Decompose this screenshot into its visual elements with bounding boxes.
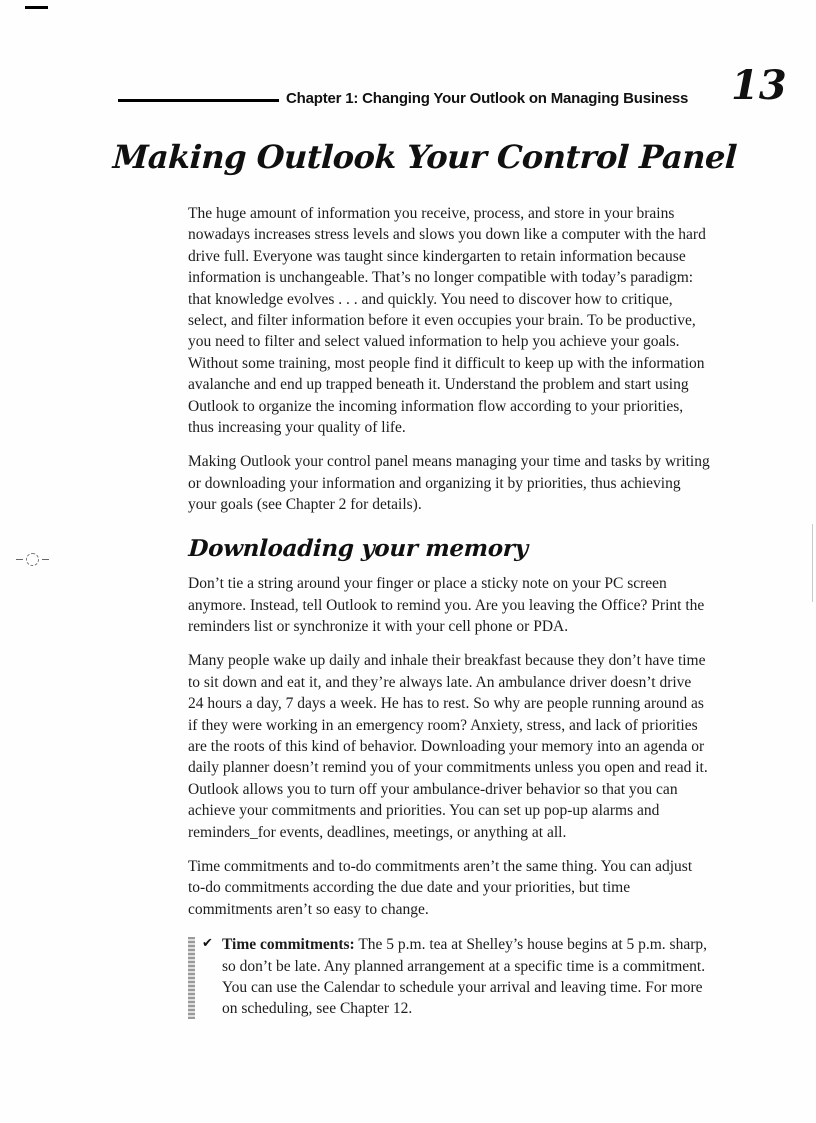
paragraph: Making Outlook your control panel means managing your time and tasks by writing or downloading your information and organizing it by priorities, thus achieving your goals (see Chapter 2 for details). — [188, 453, 710, 514]
crop-dash-icon — [16, 559, 23, 561]
body-text-column — [188, 203, 710, 1022]
registration-mark-right — [812, 524, 814, 602]
tip-item — [188, 934, 710, 1022]
page-number: 13 — [731, 62, 787, 109]
section-heading: Making Outlook Your Control Panel — [112, 138, 738, 176]
tip-text: The 5 p.m. tea at Shelley’s house begins at 5 p.m. sharp, so don’t be late. Any planned arrangement at a specific time is a commitment. You can use the Calendar to schedule your arrival and leaving time. For more on scheduling, see Chapter 12. — [222, 936, 708, 1018]
paragraph: The huge amount of information you receive, process, and store in your brains nowadays increases stress levels and slows you down like a computer with the hard drive full. Everyone was taught since kindergarten to retain information because information is unchangeable. That’s no longer compatible with today’s paradigm: that knowledge evolves . . . and quickly. You need to discover how to critique, select, and filter information before it even occupies your brain. To be productive, you need to filter and select valued information to help you achieve your goals. Without some training, most people find it difficult to keep up with the information avalanche and end up trapped beneath it. Understand the problem and start using Outlook to organize the incoming information flow according to your priorities, thus increasing your quality of life. — [188, 205, 706, 437]
sub-section-heading: Downloading your memory — [187, 534, 529, 562]
registration-mark-left — [16, 553, 49, 566]
header-rule — [118, 99, 279, 102]
checkmark-icon: ✔ — [202, 936, 213, 952]
tip-content — [188, 934, 710, 1020]
chapter-title: Chapter 1: Changing Your Outlook on Managing Business — [286, 90, 689, 107]
paragraph: Don’t tie a string around your finger or place a sticky note on your PC screen anymore. Instead, tell Outlook to remind you. Are you leaving the Office? Print the reminders list or synchronize it with your cell phone or PDA. — [188, 575, 705, 635]
paragraph: Time commitments and to-do commitments aren’t the same thing. You can adjust to-do commitments according the due date and your priorities, but time commitments aren’t so easy to change. — [188, 857, 693, 918]
crop-dash-icon — [42, 559, 49, 561]
paragraph: Many people wake up daily and inhale their breakfast because they don’t have time to sit down and eat it, and they’re always late. An ambulance driver doesn’t drive 24 hours a day, 7 days a week. He has to rest. So why are people running around as if they were working in an emergency room? Anxiety, stress, and lack of priorities are the roots of this kind of behavior. Downloading your memory into an agenda or daily planner doesn’t remind you of your commitments unless you open and read it. Outlook allows you to turn off your ambulance-driver behavior so that you can achieve your commitments and priorities. You can set up pop-up alarms and reminders_for events, deadlines, meetings, or anything at all. — [188, 652, 708, 841]
dashed-circle-icon — [26, 553, 39, 566]
tip-label: Time commitments: — [222, 936, 355, 954]
registration-mark-top — [25, 6, 48, 9]
